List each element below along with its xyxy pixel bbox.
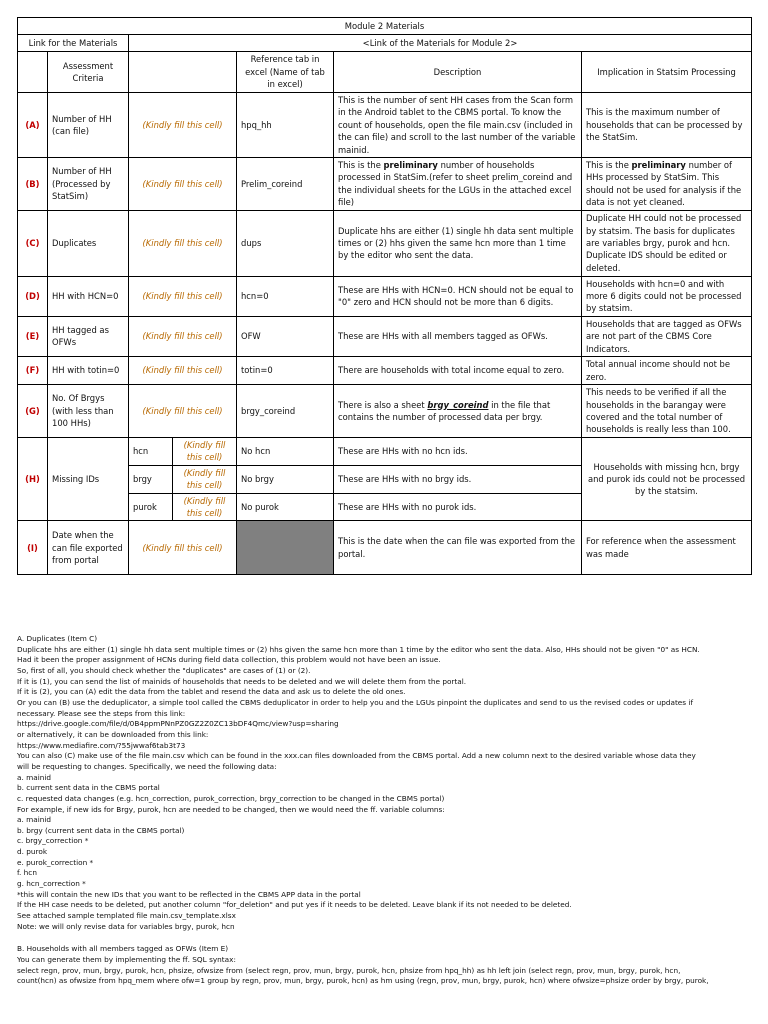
note-line: d. purok xyxy=(17,847,48,857)
section-gap xyxy=(17,932,751,944)
row-description xyxy=(334,158,582,211)
row-implication: Total annual income should not be zero. xyxy=(582,357,752,385)
description-post: in the file that contains the number of processed data per brgy. xyxy=(338,399,551,422)
fill-cell[interactable]: (Kindly fill this cell) xyxy=(173,465,237,493)
link-label: Link for the Materials xyxy=(18,35,129,52)
row-criteria: HH with totin=0 xyxy=(48,357,129,385)
note-line: a. mainid xyxy=(17,772,52,782)
row-code: (H) xyxy=(18,437,48,520)
row-code: (C) xyxy=(18,210,48,276)
note-line: Duplicate hhs are either (1) single hh data sent multiple times or (2) hhs given the same hcn more than 1 time by the editor who sent the data. Also, HHs should not be given "0" as HCN. xyxy=(17,644,700,654)
note-line: Or you can (B) use the deduplicator, a simple tool called the CBMS deduplicator in order to help you and the LGUs pinpoint the duplicates and send to us the revised codes or updates if xyxy=(17,697,694,707)
row-implication: Households that are tagged as OFWs are not part of the CBMS Core Indicators. xyxy=(582,316,752,356)
note-line: Had it been the proper assignment of HCNs during field data collection, this problem would not have been an issue. xyxy=(17,655,441,665)
row-implication: For reference when the assessment was made xyxy=(582,521,752,575)
fill-cell[interactable]: (Kindly fill this cell) xyxy=(129,384,237,437)
note-line: c. requested data changes (e.g. hcn_correction, purok_correction, brgy_correction to be changed in the CBMS portal) xyxy=(17,793,445,803)
row-criteria: HH tagged as OFWs xyxy=(48,316,129,356)
table-row xyxy=(18,210,752,276)
implication-pre: This is the xyxy=(586,160,632,171)
header-tab: Reference tab in excel (Name of tab in excel) xyxy=(237,52,334,93)
fill-cell[interactable]: (Kindly fill this cell) xyxy=(129,158,237,211)
row-tab: totin=0 xyxy=(237,357,334,385)
sql-line: count(hcn) as ofwsize from hpq_mem where ofw=1 group by regn, prov, mun, brgy, purok, hcn) as hm using (regn, prov, mun, brgy, purok, hcn) where ofwsize=phsize order by brgy, purok, xyxy=(17,976,709,986)
note-line: necessary. Please see the steps from this link: xyxy=(17,708,186,718)
link-value: <Link of the Materials for Module 2> xyxy=(129,35,752,52)
note-line: or alternatively, it can be downloaded from this link: xyxy=(17,729,209,739)
description-bold: brgy_coreind xyxy=(427,399,489,410)
note-line: So, first of all, you should check whether the "duplicates" are cases of (1) or (2). xyxy=(17,665,311,675)
fill-cell[interactable]: (Kindly fill this cell) xyxy=(129,316,237,356)
header-criteria: Assessment Criteria xyxy=(48,52,129,93)
note-line: *this will contain the new IDs that you want to be reflected in the CBMS APP data in the portal xyxy=(17,889,361,899)
row-criteria: Missing IDs xyxy=(48,437,129,520)
row-code: (E) xyxy=(18,316,48,356)
fill-cell[interactable]: (Kindly fill this cell) xyxy=(129,93,237,158)
description-post: number of households processed in StatSim.(refer to sheet prelim_coreind and the individual sheets for the LGUs in the attached excel file) xyxy=(338,160,573,208)
header-row xyxy=(18,52,752,93)
row-description: These are HHs with no purok ids. xyxy=(334,493,582,521)
row-tab-empty xyxy=(237,521,334,575)
row-criteria: Duplicates xyxy=(48,210,129,276)
note-line: b. brgy (current sent data in the CBMS portal) xyxy=(17,825,185,835)
fill-cell[interactable]: (Kindly fill this cell) xyxy=(129,210,237,276)
row-description: These are HHs with HCN=0. HCN should not be equal to "0" zero and HCN should not be more than 6 digits. xyxy=(334,276,582,316)
sub-label: brgy xyxy=(129,465,173,493)
description-pre: There is also a sheet xyxy=(338,399,428,410)
notes-section xyxy=(17,634,751,987)
fill-cell[interactable]: (Kindly fill this cell) xyxy=(173,493,237,521)
row-tab: OFW xyxy=(237,316,334,356)
title-row xyxy=(18,18,752,35)
mediafire-link[interactable]: https://www.mediafire.com/?55jwwaf6tab3t73 xyxy=(17,740,186,750)
row-description: These are HHs with no hcn ids. xyxy=(334,437,582,465)
implication-bold: preliminary xyxy=(631,160,686,171)
note-line: Note: we will only revise data for variables brgy, purok, hcn xyxy=(17,921,235,931)
table-row xyxy=(18,437,752,465)
note-line: If it is (1), you can send the list of mainids of households that needs to be deleted and we will delete them from the portal. xyxy=(17,676,467,686)
description-bold: preliminary xyxy=(383,160,438,171)
row-tab: brgy_coreind xyxy=(237,384,334,437)
fill-cell[interactable]: (Kindly fill this cell) xyxy=(173,437,237,465)
note-line: a. mainid xyxy=(17,815,52,825)
row-description: These are HHs with all members tagged as OFWs. xyxy=(334,316,582,356)
header-description: Description xyxy=(334,52,582,93)
row-description: These are HHs with no brgy ids. xyxy=(334,465,582,493)
row-description: This is the number of sent HH cases from the Scan form in the Android tablet to the CBMS portal. To know the count of households, open the file main.csv (included in the can file) and scroll to the last number of the variable mainid. xyxy=(334,93,582,158)
sub-label: purok xyxy=(129,493,173,521)
note-line: For example, if new ids for Brgy, purok, hcn are needed to be changed, then we would need the ff. variable columns: xyxy=(17,804,445,814)
row-tab: hcn=0 xyxy=(237,276,334,316)
fill-cell[interactable]: (Kindly fill this cell) xyxy=(129,276,237,316)
section-b-heading: B. Households with all members tagged as OFWs (Item E) xyxy=(17,944,229,954)
row-code: (D) xyxy=(18,276,48,316)
drive-link[interactable]: https://drive.google.com/file/d/0B4ppmPNnPZ0GZ2Z0ZC13bDF4Qmc/view?usp=sharing xyxy=(17,719,339,729)
row-criteria: Date when the can file exported from portal xyxy=(48,521,129,575)
note-line: will be requesting to changes. Specifically, we need the following data: xyxy=(17,761,277,771)
link-row xyxy=(18,35,752,52)
description-pre: This is the xyxy=(338,160,384,171)
table-row xyxy=(18,384,752,437)
section-a-heading: A. Duplicates (Item C) xyxy=(17,634,98,643)
note-line: If it is (2), you can (A) edit the data from the tablet and resend the data and ask us to delete the old ones. xyxy=(17,687,406,697)
table-title: Module 2 Materials xyxy=(18,18,752,35)
row-description: This is the date when the can file was exported from the portal. xyxy=(334,521,582,575)
row-implication: This needs to be verified if all the households in the barangay were covered and the total number of households is really less than 100. xyxy=(582,384,752,437)
fill-cell[interactable]: (Kindly fill this cell) xyxy=(129,521,237,575)
row-code: (B) xyxy=(18,158,48,211)
fill-cell[interactable]: (Kindly fill this cell) xyxy=(129,357,237,385)
row-description xyxy=(334,384,582,437)
implication-post: number of HHs processed by StatSim. This should not be used for analysis if the data is not yet cleaned. xyxy=(586,160,742,208)
sql-line: select regn, prov, mun, brgy, purok, hcn, phsize, ofwsize from (select regn, prov, mun, brgy, purok, hcn, phsize from hpq_hh) as hh left join (select regn, prov, mun, brgy, purok, hcn, xyxy=(17,965,681,975)
row-tab: No brgy xyxy=(237,465,334,493)
row-implication: Households with hcn=0 and with more 6 digits could not be processed by statsim. xyxy=(582,276,752,316)
row-criteria: No. Of Brgys (with less than 100 HHs) xyxy=(48,384,129,437)
note-line: f. hcn xyxy=(17,868,37,878)
header-fill-cell xyxy=(129,52,237,93)
note-line: You can generate them by implementing the ff. SQL syntax: xyxy=(17,955,236,965)
header-code-cell xyxy=(18,52,48,93)
row-criteria: Number of HH (Processed by StatSim) xyxy=(48,158,129,211)
module-materials-table xyxy=(17,17,752,575)
row-implication: Duplicate HH could not be processed by statsim. The basis for duplicates are variables brgy, purok and hcn. Duplicate IDS should be edited or deleted. xyxy=(582,210,752,276)
row-description: Duplicate hhs are either (1) single hh data sent multiple times or (2) hhs given the same hcn more than 1 time by the editor who sent the data. xyxy=(334,210,582,276)
row-code: (A) xyxy=(18,93,48,158)
row-tab: No hcn xyxy=(237,437,334,465)
table-row xyxy=(18,357,752,385)
header-implication: Implication in Statsim Processing xyxy=(582,52,752,93)
note-line: If the HH case needs to be deleted, put another column "for_deletion" and put yes if it needs to be deleted. Leave blank if its not needed to be deleted. xyxy=(17,900,572,910)
note-line: b. current sent data in the CBMS portal xyxy=(17,783,160,793)
row-tab: hpq_hh xyxy=(237,93,334,158)
row-criteria: Number of HH (can file) xyxy=(48,93,129,158)
table-row xyxy=(18,158,752,211)
row-implication xyxy=(582,158,752,211)
note-line: g. hcn_correction * xyxy=(17,879,86,889)
table-row xyxy=(18,93,752,158)
row-implication: Households with missing hcn, brgy and purok ids could not be processed by the statsim. xyxy=(582,437,752,520)
sub-label: hcn xyxy=(129,437,173,465)
row-code: (F) xyxy=(18,357,48,385)
note-line: c. brgy_correction * xyxy=(17,836,89,846)
row-implication: This is the maximum number of households that can be processed by the StatSim. xyxy=(582,93,752,158)
note-line: e. purok_correction * xyxy=(17,857,94,867)
row-code: (G) xyxy=(18,384,48,437)
row-description: There are households with total income equal to zero. xyxy=(334,357,582,385)
row-criteria: HH with HCN=0 xyxy=(48,276,129,316)
row-tab: dups xyxy=(237,210,334,276)
table-row xyxy=(18,276,752,316)
row-tab: Prelim_coreind xyxy=(237,158,334,211)
row-tab: No purok xyxy=(237,493,334,521)
table-row xyxy=(18,316,752,356)
note-line: See attached sample templated file main.csv_template.xlsx xyxy=(17,911,236,921)
row-code: (I) xyxy=(18,521,48,575)
note-line: You can also (C) make use of the file main.csv which can be found in the xxx.can files downloaded from the CBMS portal. Add a new column next to the desired variable whose data they xyxy=(17,751,696,761)
table-row xyxy=(18,521,752,575)
